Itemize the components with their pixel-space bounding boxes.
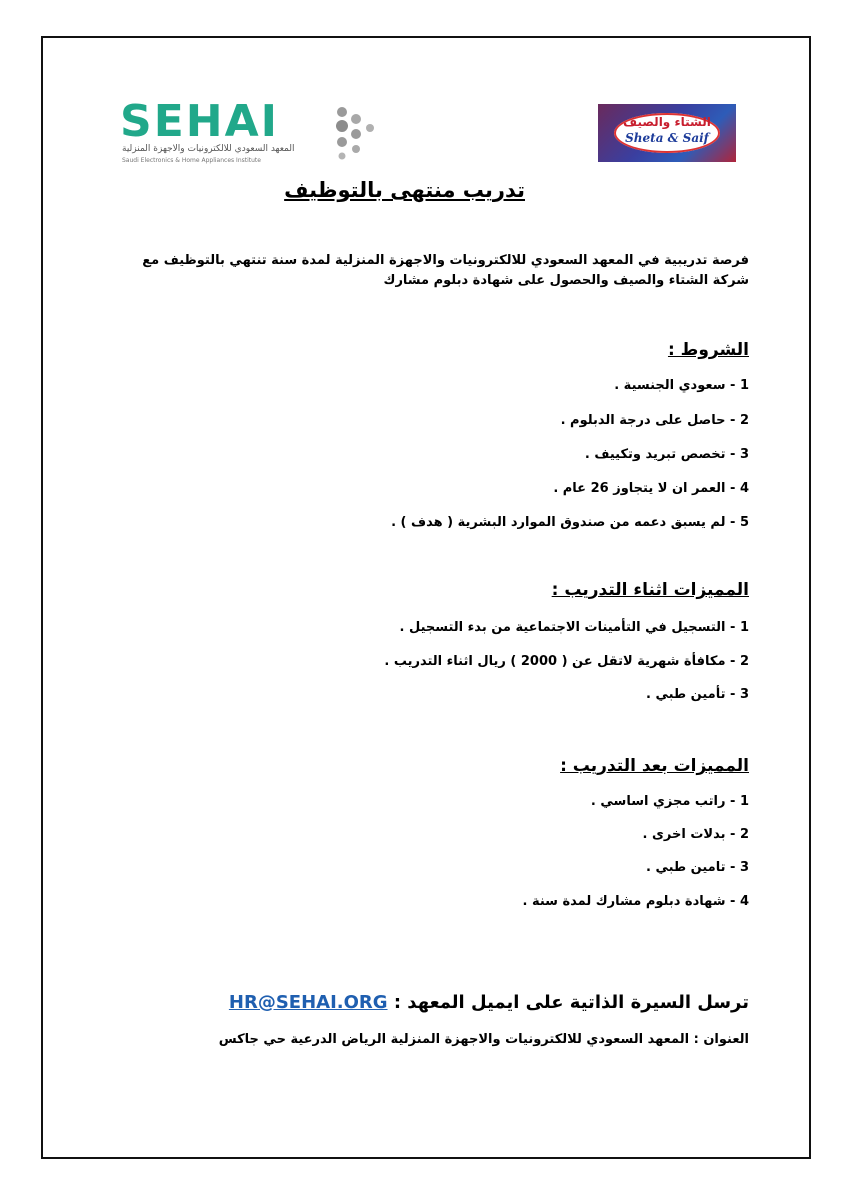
- sheta-saif-logo: [598, 104, 736, 162]
- benefit-after-item: 4 - شهادة دبلوم مشارك لمدة سنة .: [522, 894, 749, 909]
- conditions-heading: الشروط :: [667, 340, 749, 360]
- condition-item: 3 - تخصص تبريد وتكييف .: [584, 447, 749, 462]
- benefit-during-item: 1 - التسجيل في التأمينات الاجتماعية من بدء التسجيل .: [399, 620, 749, 635]
- email-link[interactable]: HR@SEHAI.ORG: [228, 992, 388, 1013]
- address-line: العنوان : المعهد السعودي للالكترونيات والاجهزة المنزلية الرياض الدرعية حي جاكس: [218, 1032, 749, 1047]
- benefit-after-item: 1 - راتب مجزي اساسي .: [590, 794, 749, 809]
- condition-item: 5 - لم يسبق دعمه من صندوق الموارد البشرية ( هدف ) .: [391, 515, 749, 530]
- condition-item: 2 - حاصل على درجة الدبلوم .: [560, 413, 749, 428]
- condition-item: 1 - سعودي الجنسية .: [614, 378, 749, 393]
- benefits-during-heading: المميزات اثناء التدريب :: [551, 580, 749, 600]
- intro-paragraph: فرصة تدريبية في المعهد السعودي للالكترونيات والاجهزة المنزلية لمدة سنة تنتهي بالتوظيف مع شركة الشتاء والصيف والحصول على شهادة دبلوم مشارك: [142, 253, 749, 288]
- benefit-after-item: 2 - بدلات اخرى .: [642, 827, 749, 842]
- page-title: تدريب منتهى بالتوظيف: [284, 178, 525, 202]
- benefit-during-item: 3 - تأمين طبي .: [645, 687, 749, 702]
- sehai-wordmark: SEHAI: [120, 96, 279, 147]
- condition-item: 4 - العمر ان لا يتجاوز 26 عام .: [553, 481, 749, 496]
- sheta-saif-name-english: Sheta & Saif: [625, 131, 709, 145]
- sehai-subtitle-english: Saudi Electronics & Home Appliances Institute: [122, 157, 261, 164]
- sehai-subtitle-arabic: المعهد السعودي للالكترونيات والاجهزة المنزلية: [122, 144, 295, 154]
- benefit-during-item: 2 - مكافأة شهرية لاتقل عن ( 2000 ) ريال اثناء التدريب .: [384, 654, 749, 669]
- dots-icon: [332, 106, 382, 160]
- benefits-after-heading: المميزات بعد التدريب :: [560, 756, 749, 776]
- benefit-after-item: 3 - تامين طبي .: [645, 860, 749, 875]
- sheta-saif-name-arabic: الشتاء والصيف: [623, 115, 711, 129]
- sehai-logo: [120, 96, 382, 166]
- cv-instruction: [229, 992, 749, 1013]
- cv-label: ترسل السيرة الذاتية على ايميل المعهد :: [393, 992, 749, 1013]
